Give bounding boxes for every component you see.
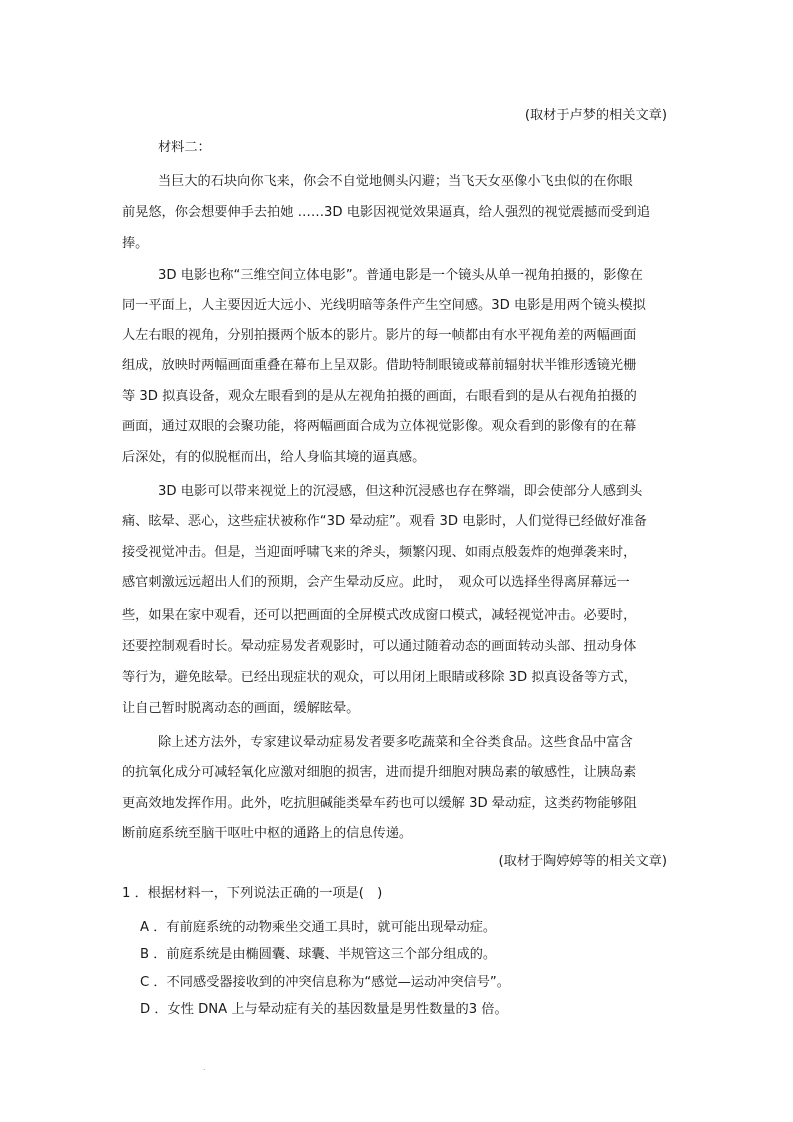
paragraph-4-line: 断前庭系统至脑干呕吐中枢的通路上的信息传递。 (122, 826, 413, 841)
source-citation-1: (取材于卢梦的相关文章) (524, 108, 667, 123)
paragraph-3-line: 让自己暂时脱离动态的画面，缓解眩晕。 (122, 701, 360, 716)
paragraph-3-line: 还要控制观看时长。晕动症易发者观影时，可以通过随着动态的画面转动头部、扭动身体 (122, 639, 637, 654)
paragraph-3-line: 等行为，避免眩晕。已经出现症状的观众，可以用闭上眼睛或移除 3D 拟真设备等方式， (122, 670, 637, 685)
footer-mark: . (203, 1063, 206, 1072)
paragraph-1-line: 捧。 (122, 236, 149, 251)
source-citation-2: (取材于陶婷婷等的相关文章) (498, 854, 667, 869)
paragraph-4-line: 的抗氧化成分可减轻氧化应激对细胞的损害，进而提升细胞对胰岛素的敏感性，让胰岛素 (122, 765, 637, 780)
paragraph-2-line: 等 3D 拟真设备，观众左眼看到的是从左视角拍摄的画面，右眼看到的是从右视角拍摄的 (122, 389, 637, 404)
paragraph-2-line: 后深处，有的似脱框而出，给人身临其境的逼真感。 (122, 450, 426, 465)
question-1-option-d: D ．女性 DNA 上与晕动症有关的基因数量是男性数量的3 倍。 (140, 1002, 508, 1017)
paragraph-3-line: 痛、眩晕、恶心，这些症状被称作“3D 晕动症”。观看 3D 电影时，人们觉得已经做好准备 (122, 514, 647, 529)
paragraph-2-line: 3D 电影也称“三维空间立体电影”。普通电影是一个镜头从单一视角拍摄的，影像在 (158, 268, 643, 283)
paragraph-3-line: 些，如果在家中观看，还可以把画面的全屏模式改成窗口模式，减轻视觉冲击。必要时， (122, 608, 637, 623)
paragraph-4-line: 更高效地发挥作用。此外，吃抗胆碱能类晕车药也可以缓解 3D 晕动症，这类药物能够阻 (122, 796, 637, 811)
question-1-stem: 1 ．根据材料一，下列说法正确的一项是( ) (122, 886, 383, 901)
paragraph-2-line: 同一平面上，人主要因近大远小、光线明暗等条件产生空间感。3D 电影是用两个镜头模拟 (122, 298, 646, 313)
paragraph-3-line: 接受视觉冲击。但是，当迎面呼啸飞来的斧头，频繁闪现、如雨点般轰炸的炮弹袭来时， (122, 545, 637, 560)
question-1-option-c: C ．不同感受器接收到的冲突信息称为“感觉—运动冲突信号”。 (140, 975, 510, 990)
paragraph-2-line: 画面，通过双眼的会聚功能，将两幅画面合成为立体视觉影像。观众看到的影像有的在幕 (122, 419, 637, 434)
paragraph-1-line: 当巨大的石块向你飞来，你会不自觉地侧头闪避；当飞天女巫像小飞虫似的在你眼 (158, 174, 633, 189)
paragraph-3-line: 3D 电影可以带来视觉上的沉浸感，但这种沉浸感也存在弊端，即会使部分人感到头 (158, 484, 643, 499)
paragraph-4-line: 除上述方法外，专家建议晕动症易发者要多吃蔬菜和全谷类食品。这些食品中富含 (158, 735, 633, 750)
paragraph-1-line: 前晃悠，你会想要伸手去拍她 ……3D 电影因视觉效果逼真，给人强烈的视觉震撼而受到追 (122, 205, 651, 220)
paragraph-3-line: 感官刺激远远超出人们的预期，会产生晕动反应。此时， 观众可以选择坐得离屏幕远一 (122, 575, 630, 590)
paragraph-2-line: 人左右眼的视角，分别拍摄两个版本的影片。影片的每一帧都由有水平视角差的两幅画面 (122, 328, 637, 343)
material-2-heading: 材料二： (158, 140, 211, 155)
paragraph-2-line: 组成，放映时两幅画面重叠在幕布上呈双影。借助特制眼镜或幕前辐射状半锥形透镜光栅 (122, 358, 637, 373)
question-1-option-b: B ．前庭系统是由椭圆囊、球囊、半规管这三个部分组成的。 (140, 947, 497, 962)
question-1-option-a: A ．有前庭系统的动物乘坐交通工具时，就可能出现晕动症。 (140, 920, 497, 935)
